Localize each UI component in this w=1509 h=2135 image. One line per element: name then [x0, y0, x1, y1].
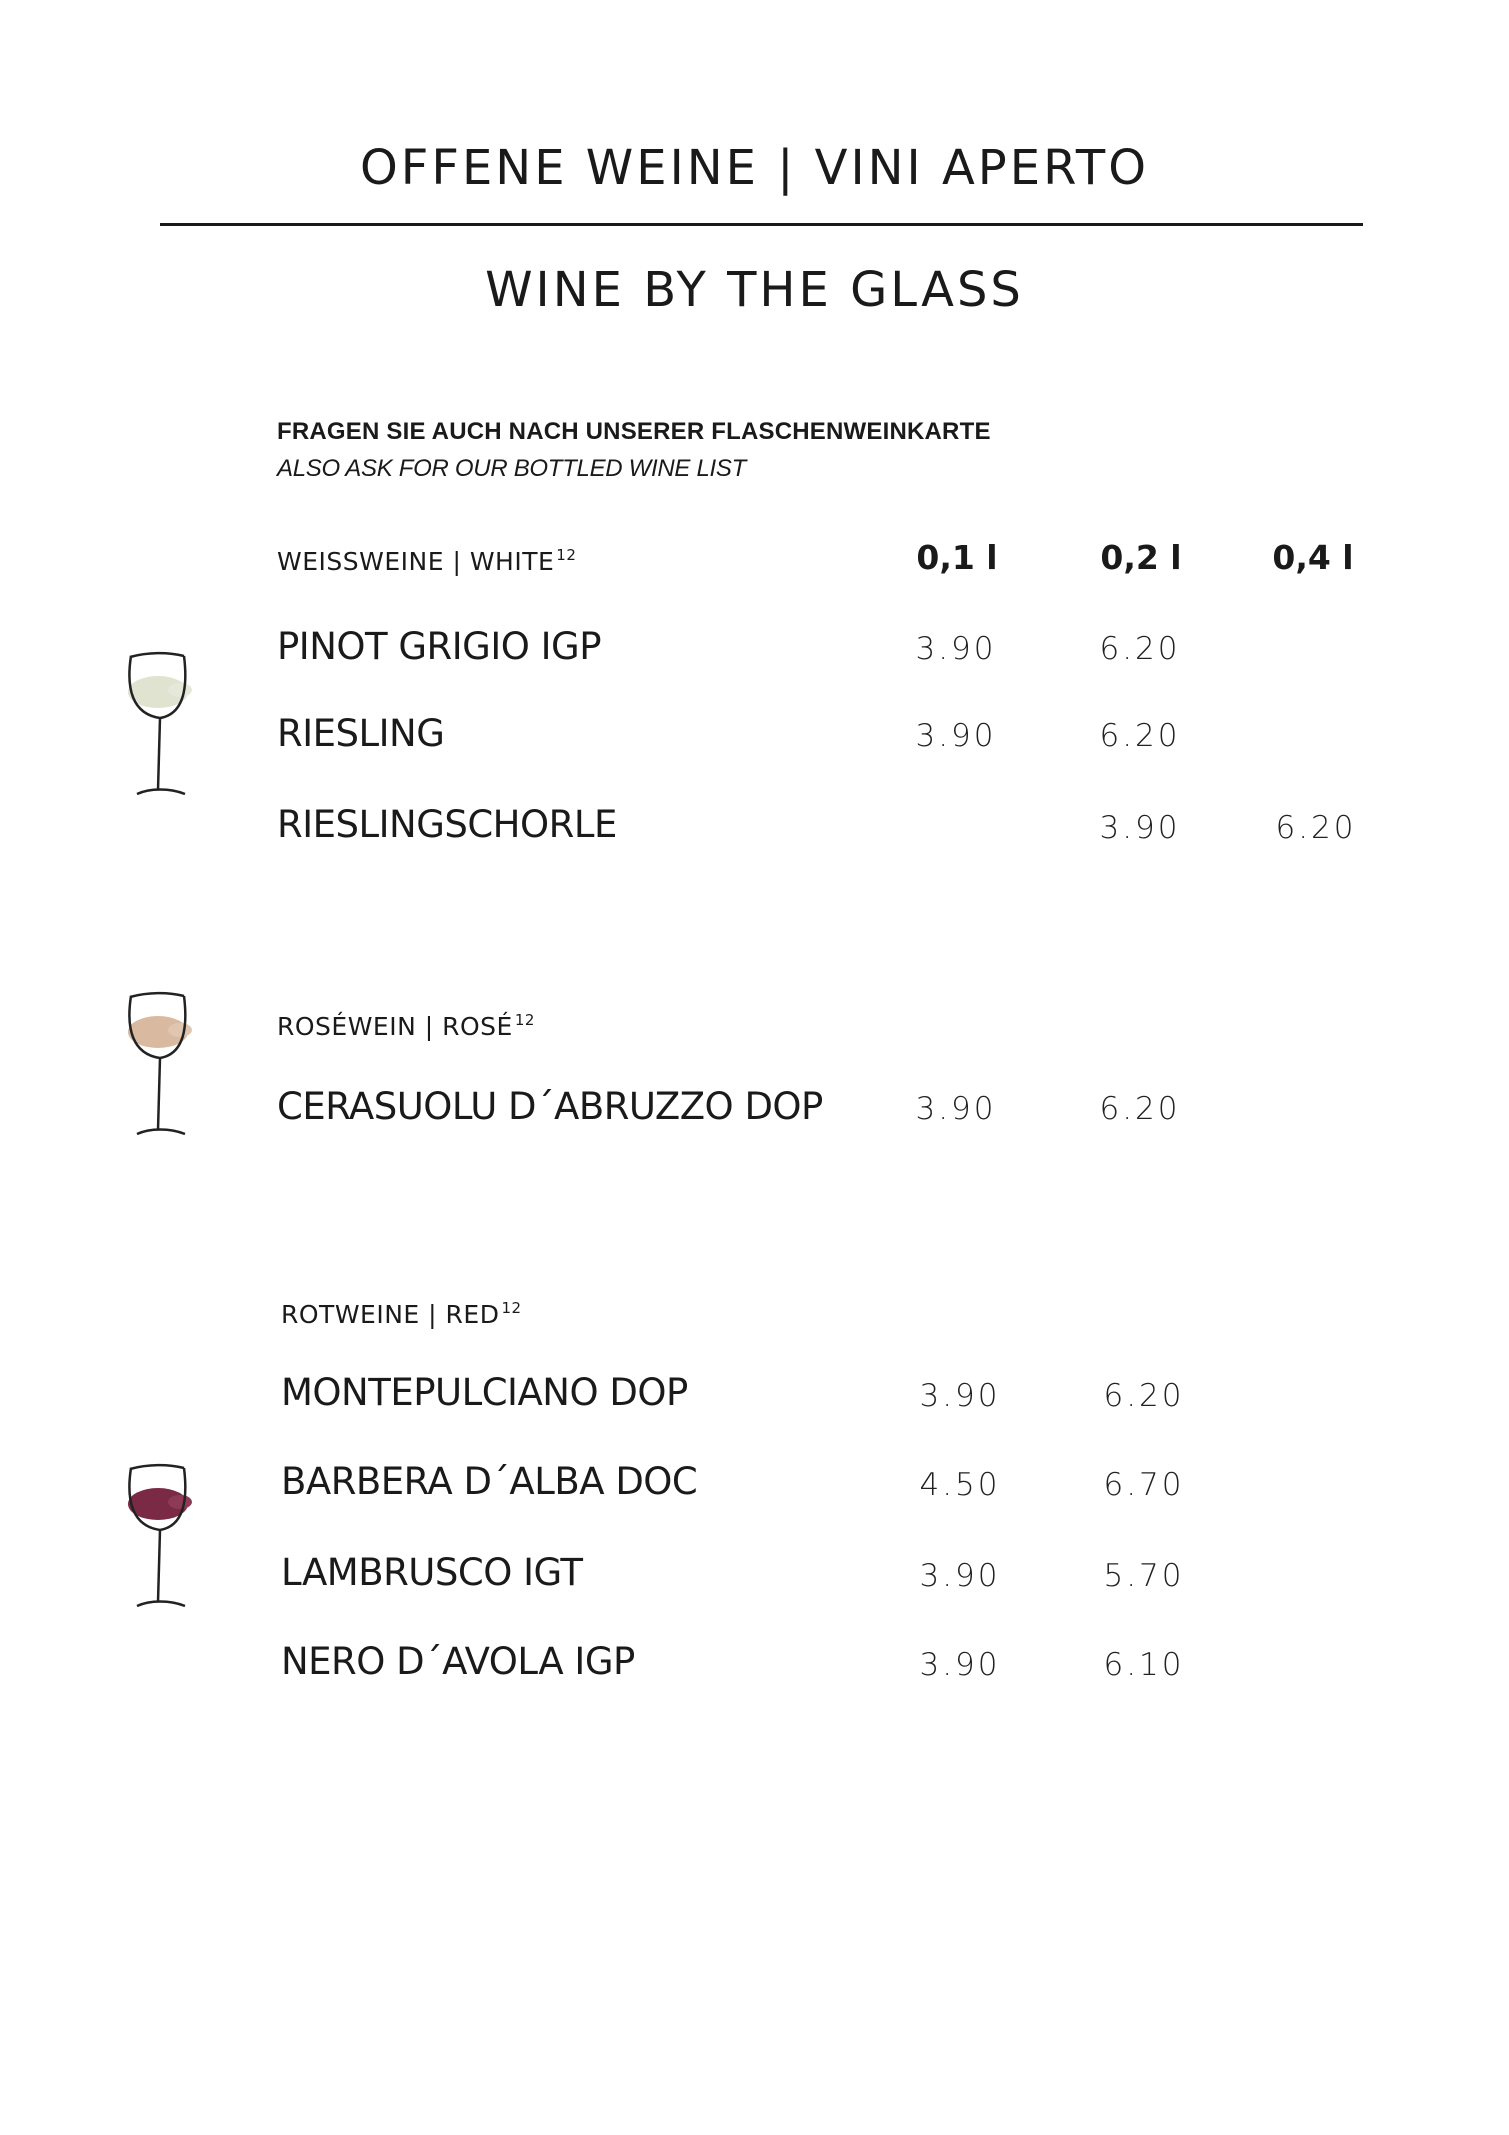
wine-name: BARBERA D´ALBA DOC: [281, 1460, 698, 1503]
price-01: 3.90: [919, 1647, 1001, 1683]
price-04: 6.20: [1275, 810, 1357, 846]
category-rose: [277, 1011, 535, 1041]
wine-name: RIESLING: [277, 712, 445, 755]
footnote-marker: 12: [556, 546, 577, 564]
price-02: 6.20: [1099, 1091, 1181, 1127]
price-01: 4.50: [919, 1467, 1001, 1503]
price-01: 3.90: [915, 1091, 997, 1127]
wine-name: MONTEPULCIANO DOP: [281, 1371, 688, 1414]
white-wine-glass-icon: [118, 648, 208, 808]
price-02: 3.90: [1099, 810, 1181, 846]
category-label: WEISSWEINE | WHITE: [277, 547, 555, 576]
price-02: 5.70: [1103, 1558, 1185, 1594]
wine-name: RIESLINGSCHORLE: [277, 803, 617, 846]
category-label: ROSÉWEIN | ROSÉ: [277, 1012, 513, 1041]
price-01: 3.90: [915, 718, 997, 754]
footnote-marker: 12: [501, 1299, 522, 1317]
price-01: 3.90: [919, 1378, 1001, 1414]
page-subtitle: WINE BY THE GLASS: [485, 262, 1024, 318]
wine-name: LAMBRUSCO IGT: [281, 1551, 583, 1594]
category-red: [281, 1299, 522, 1329]
price-02: 6.20: [1099, 718, 1181, 754]
footnote-marker: 12: [514, 1011, 535, 1029]
rose-wine-glass-icon: [118, 988, 208, 1148]
price-02: 6.10: [1103, 1647, 1185, 1683]
category-label: ROTWEINE | RED: [281, 1300, 500, 1329]
page-title: OFFENE WEINE | VINI APERTO: [359, 140, 1150, 196]
size-header-02: 0,2 l: [1100, 538, 1182, 577]
price-02: 6.20: [1103, 1378, 1185, 1414]
price-02: 6.70: [1103, 1467, 1185, 1503]
price-02: 6.20: [1099, 631, 1181, 667]
size-header-01: 0,1 l: [916, 538, 998, 577]
wine-name: CERASUOLU D´ABRUZZO DOP: [277, 1085, 823, 1128]
price-01: 3.90: [915, 631, 997, 667]
bottle-list-note-en: ALSO ASK FOR OUR BOTTLED WINE LIST: [277, 455, 746, 482]
title-divider: [160, 223, 1363, 226]
size-header-04: 0,4 l: [1272, 538, 1354, 577]
category-white: [277, 546, 576, 576]
wine-name: PINOT GRIGIO IGP: [277, 625, 602, 668]
price-01: 3.90: [919, 1558, 1001, 1594]
wine-name: NERO D´AVOLA IGP: [281, 1640, 635, 1683]
bottle-list-note-de: FRAGEN SIE AUCH NACH UNSERER FLASCHENWEINKARTE: [277, 418, 991, 445]
red-wine-glass-icon: [118, 1460, 208, 1620]
